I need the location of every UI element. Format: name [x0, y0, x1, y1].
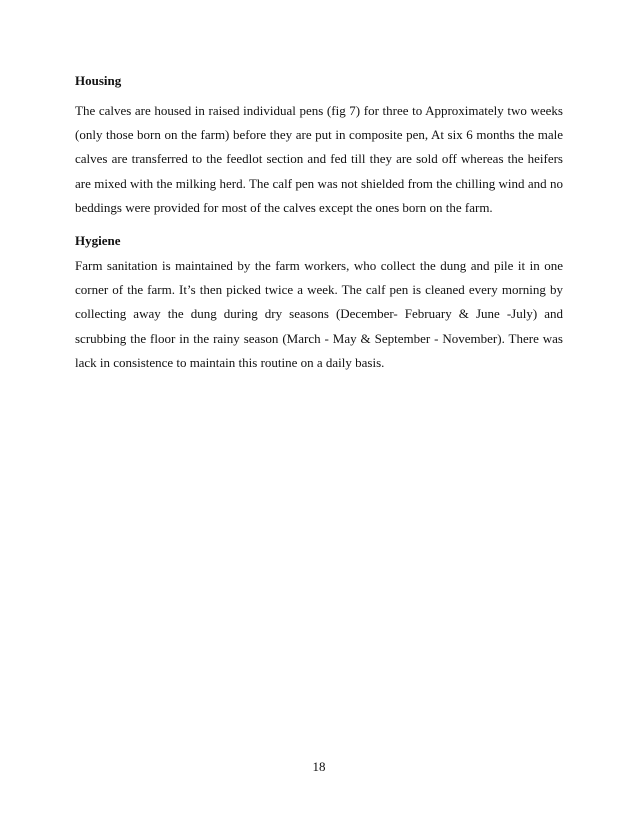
page-content [75, 73, 563, 375]
hygiene-heading: Hygiene [75, 233, 121, 249]
housing-paragraph: The calves are housed in raised individual pens (fig 7) for three to Approximately two weeks (only those born on the farm) before they are put in composite pen, At six 6 months the male calves are transferred to the feedlot section and fed till they are sold off whereas the heifers are mixed with the milking herd. The calf pen was not shielded from the chilling wind and no beddings were provided for most of the calves except the ones born on the farm. [75, 103, 563, 215]
hygiene-paragraph: Farm sanitation is maintained by the farm workers, who collect the dung and pile it in one corner of the farm. It’s then picked twice a week. The calf pen is cleaned every morning by collecting away the dung during dry seasons (December- February & June -July) and scrubbing the floor in the rainy season (March - May & September - November). There was lack in consistence to maintain this routine on a daily basis. [75, 258, 563, 370]
housing-heading: Housing [75, 73, 122, 88]
page-number: 18 [312, 759, 326, 774]
